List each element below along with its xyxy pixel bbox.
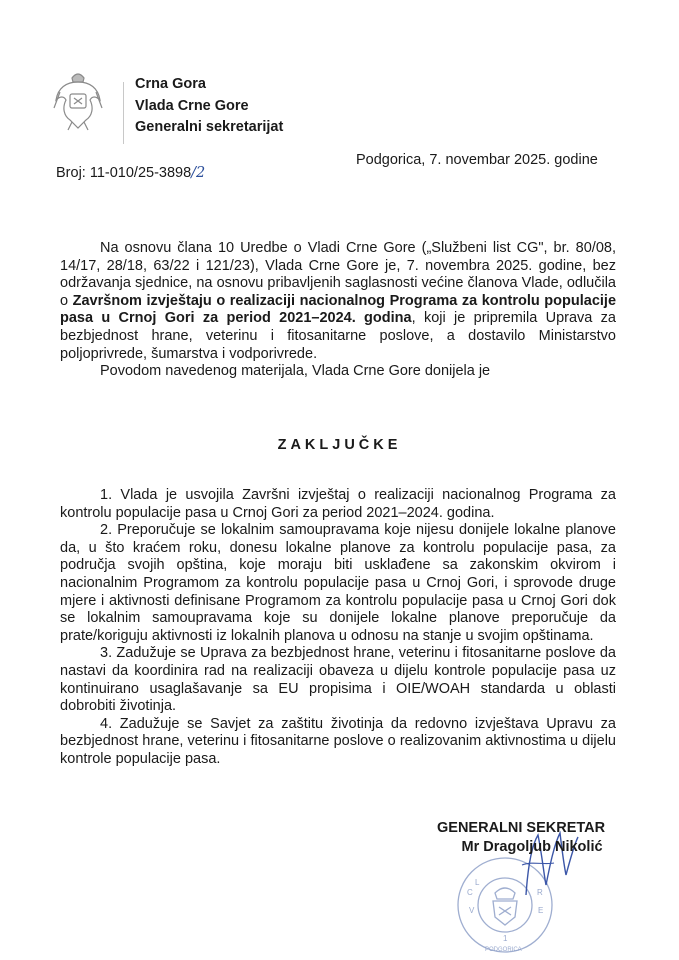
signature-block xyxy=(437,819,605,857)
conclusion-item: 3. Zadužuje se Uprava za bezbjednost hrane, veterinu i fitosanitarne poslove da nastavi da koordinira rad na realizaciji obaveza u dijelu kontrole populacije pasa uz kontinuirano usaglašavanje sa EU propisima i OIE/WOAH standarda u oblasti dobrobiti životinja. xyxy=(60,645,616,715)
conclusions-list xyxy=(60,487,616,769)
signatory-name: Mr Dragoljub Nikolić xyxy=(461,839,603,855)
svg-text:C: C xyxy=(467,888,473,897)
conclusions-heading: ZAKLJUČKE xyxy=(277,437,402,453)
intro-paragraph xyxy=(60,240,616,363)
org-line-country: Crna Gora xyxy=(135,76,206,92)
svg-text:PODGORICA: PODGORICA xyxy=(485,947,522,953)
conclusion-item: 2. Preporučuje se lokalnim samoupravama koje nijesu donijele lokalne planove da, u što kraćem roku, donesu lokalne planove za kontrolu populacije pasa, za područja svojih opština, koje moraju biti usklađene sa zakonskim okvirom i nacionalnim Programom za kontrolu populacije pasa u Crnoj Gori, i sprovode druge mjere i aktivnosti definisane Programom za kontrolu populacije pasa u Crnoj Gori dok se lokalnim samoupravama koje su donijele lokalne planove preporučuje da prate/koriguju aktivnosti iz lokalnih planova u odnosu na stanje u svojim opštinama. xyxy=(60,522,616,644)
signatory-title: GENERALNI SEKRETAR xyxy=(437,820,606,836)
svg-text:V: V xyxy=(469,906,475,915)
svg-text:1: 1 xyxy=(503,934,508,943)
org-line-secretariat: Generalni sekretarijat xyxy=(135,119,284,135)
intro-section xyxy=(60,240,616,381)
handwritten-mark: /2 xyxy=(191,165,206,181)
conclusion-item: 1. Vlada je usvojila Završni izvještaj o realizaciji nacionalnog Programa za kontrolu populacije pasa u Crnoj Gori za period 2021–2024. godina. xyxy=(60,487,616,521)
conclusion-item: 4. Zadužuje se Savjet za zaštitu životinja da redovno izvještava Upravu za bezbjednost hrane, veterinu i fitosanitarne poslove o realizovanim aktivnostima u dijelu kontrole populacije pasa. xyxy=(60,715,616,767)
reference-number xyxy=(56,165,205,181)
intro-closing: Povodom navedenog materijala, Vlada Crne Gore donijela je xyxy=(100,363,491,380)
coat-of-arms-icon xyxy=(52,68,104,132)
organization-name xyxy=(135,74,283,139)
reference-number-text: Broj: 11-010/25-3898 xyxy=(56,165,192,181)
report-title: Završnom izvještaju o realizaciji nacionalnog Programa za kontrolu populacije pasa u Crnoj Gori za period 2021–2024. godina xyxy=(60,292,617,327)
intro-text: Na osnovu člana 10 Uredbe o Vladi Crne Gore („Službeni list CG", br. 80/08, 14/17, 28/18, 63/22 i 121/23), Vlada Crne Gore je, 7. novembra 2025. godine, bez održavanja sjednice, na osnovu pribavljenih saglasnosti većine članova Vlade, odlučila o xyxy=(60,240,616,309)
letterhead-divider xyxy=(123,82,124,144)
svg-text:L: L xyxy=(475,878,480,887)
intro-text-cont: , koji je pripremila Uprava za bezbjednost hrane, veterinu i fitosanitarne poslove, a dostavilo Ministarstvo poljoprivrede, šumarstva i vodporivrede. xyxy=(60,310,616,362)
svg-text:E: E xyxy=(538,906,544,915)
place-and-date: Podgorica, 7. novembar 2025. godine xyxy=(356,152,598,168)
org-line-government: Vlada Crne Gore xyxy=(135,97,249,114)
svg-text:R: R xyxy=(537,888,543,897)
